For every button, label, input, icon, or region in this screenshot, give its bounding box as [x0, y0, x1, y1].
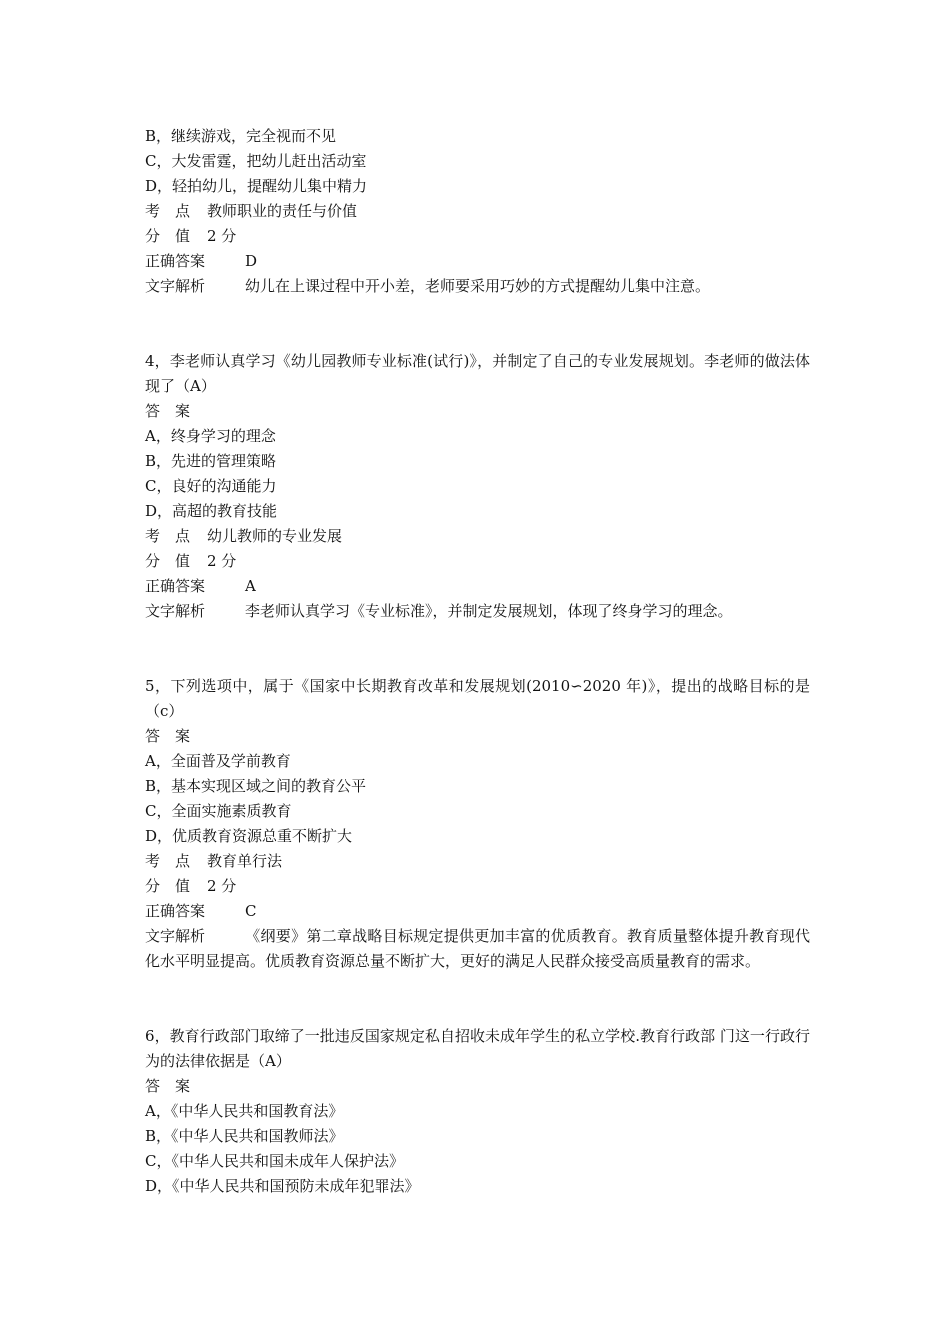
option-c: C，《中华人民共和国未成年人保护法》	[145, 1152, 404, 1170]
question-text: 6，教育行政部门取缔了一批违反国家规定私自招收未成年学生的私立学校.教育行政部 门这一行政行为的法律依据是（A）	[145, 1027, 810, 1070]
score-row	[145, 874, 810, 899]
correct-answer-value: D	[245, 252, 258, 270]
score-value: 2 分	[207, 552, 237, 570]
correct-answer-value: C	[245, 902, 257, 920]
analysis-row	[145, 274, 810, 299]
document-page	[145, 124, 810, 1199]
option-d: D，《中华人民共和国预防未成年犯罪法》	[145, 1177, 420, 1195]
score-label: 分 值	[145, 877, 191, 895]
correct-answer-label: 正确答案	[145, 252, 206, 270]
score-label: 分 值	[145, 552, 191, 570]
score-row	[145, 224, 810, 249]
score-value: 2 分	[207, 877, 237, 895]
correct-answer-row	[145, 249, 810, 274]
correct-answer-row	[145, 574, 810, 599]
correct-answer-label: 正确答案	[145, 577, 206, 595]
exam-point-value: 幼儿教师的专业发展	[207, 527, 343, 545]
spacer	[145, 624, 810, 674]
score-label: 分 值	[145, 227, 191, 245]
question-3	[145, 124, 810, 299]
option-c: C，大发雷霆，把幼儿赶出活动室	[145, 152, 367, 170]
option-b: B，基本实现区域之间的教育公平	[145, 777, 367, 795]
exam-point-label: 考 点	[145, 852, 191, 870]
analysis-value: 李老师认真学习《专业标准》，并制定发展规划，体现了终身学习的理念。	[245, 602, 733, 620]
exam-point-value: 教育单行法	[207, 852, 283, 870]
option-d: D，轻拍幼儿，提醒幼儿集中精力	[145, 177, 368, 195]
analysis-row	[145, 924, 810, 974]
correct-answer-value: A	[245, 577, 256, 595]
option-d: D，优质教育资源总重不断扩大	[145, 827, 353, 845]
analysis-row	[145, 599, 810, 624]
question-5	[145, 674, 810, 974]
option-d: D，高超的教育技能	[145, 502, 278, 520]
correct-answer-row	[145, 899, 810, 924]
option-c: C，良好的沟通能力	[145, 477, 277, 495]
option-c: C，全面实施素质教育	[145, 802, 292, 820]
spacer	[145, 974, 810, 1024]
option-b: B，先进的管理策略	[145, 452, 277, 470]
score-row	[145, 549, 810, 574]
exam-point-row	[145, 524, 810, 549]
option-b: B，继续游戏，完全视而不见	[145, 127, 337, 145]
analysis-label: 文字解析	[145, 602, 206, 620]
answer-heading: 答 案	[145, 727, 191, 745]
question-text: 4，李老师认真学习《幼儿园教师专业标准(试行)》，并制定了自己的专业发展规划。李老师的做法体现了（A）	[145, 352, 810, 395]
question-6	[145, 1024, 810, 1199]
analysis-label: 文字解析	[145, 277, 206, 295]
option-a: A，终身学习的理念	[145, 427, 276, 445]
score-value: 2 分	[207, 227, 237, 245]
analysis-label: 文字解析	[145, 927, 206, 945]
exam-point-row	[145, 849, 810, 874]
correct-answer-label: 正确答案	[145, 902, 206, 920]
option-b: B，《中华人民共和国教师法》	[145, 1127, 344, 1145]
option-a: A，全面普及学前教育	[145, 752, 291, 770]
answer-heading: 答 案	[145, 402, 191, 420]
option-a: A，《中华人民共和国教育法》	[145, 1102, 344, 1120]
exam-point-label: 考 点	[145, 202, 191, 220]
question-text: 5，下列选项中，属于《国家中长期教育改革和发展规划(2010∽2020 年)》，提出的战略目标的是（c）	[145, 677, 810, 720]
analysis-value: 《纲要》第二章战略目标规定提供更加丰富的优质教育。教育质量整体提升教育现代化水平明显提高。优质教育资源总量不断扩大，更好的满足人民群众接受高质量教育的需求。	[145, 927, 810, 970]
exam-point-value: 教师职业的责任与价值	[207, 202, 358, 220]
exam-point-label: 考 点	[145, 527, 191, 545]
answer-heading: 答 案	[145, 1077, 191, 1095]
analysis-value: 幼儿在上课过程中开小差，老师要采用巧妙的方式提醒幼儿集中注意。	[245, 277, 711, 295]
question-4	[145, 349, 810, 624]
exam-point-row	[145, 199, 810, 224]
spacer	[145, 299, 810, 349]
